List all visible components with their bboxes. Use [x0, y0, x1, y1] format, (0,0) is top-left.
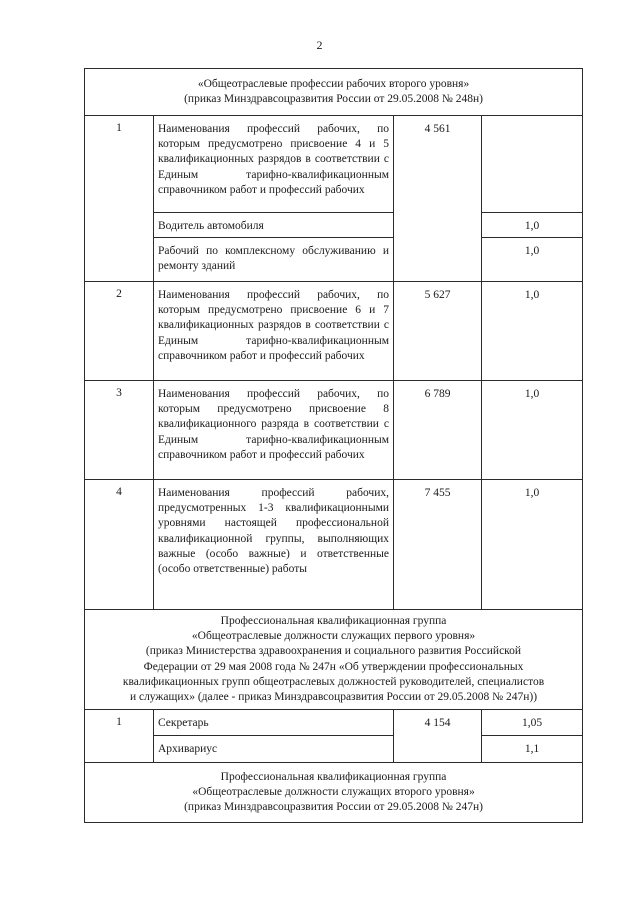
row-coefficient: [482, 116, 583, 213]
row-salary: 7 455: [394, 480, 482, 610]
row-number: 1: [85, 116, 154, 282]
row-salary: 5 627: [394, 282, 482, 381]
section-header-employees-level2: [85, 763, 583, 823]
table-subrow: [85, 238, 583, 282]
section-title-line: (приказ Министерства здравоохранения и социального развития Российской: [145, 645, 522, 658]
profession-coefficient: 1,0: [482, 238, 583, 282]
section-header-employees-level1: [85, 610, 583, 710]
row-salary: 6 789: [394, 381, 482, 480]
section-order: (приказ Минздравсоцразвития России от 29.05.2008 № 248н): [184, 93, 483, 105]
table-row: [85, 480, 583, 610]
position-name: Архивариус: [154, 736, 394, 763]
row-description: Наименования профессий рабочих, по которым предусмотрено присвоение 8 квалификационного разряда в соответствии с Единым тарифно-квалификационным справочником работ и профессий рабочих: [154, 381, 394, 480]
section-title-line: Профессиональная квалификационная группа: [220, 770, 447, 783]
row-number: 2: [85, 282, 154, 381]
table-row: [85, 116, 583, 213]
row-salary: 4 154: [394, 710, 482, 763]
section-title-line: Профессиональная квалификационная группа: [220, 614, 447, 627]
position-coefficient: 1,05: [482, 710, 583, 736]
row-coefficient: 1,0: [482, 381, 583, 480]
section-title-line: квалификационных групп общеотраслевых должностей руководителей, специалистов: [122, 675, 545, 688]
row-number: 1: [85, 710, 154, 763]
row-description: Наименования профессий рабочих, по которым предусмотрено присвоение 6 и 7 квалификационных разрядов в соответствии с Единым тарифно-квалификационным справочником работ и профессий рабочих: [154, 282, 394, 381]
row-description: Наименования профессий рабочих, по которым предусмотрено присвоение 4 и 5 квалификационных разрядов в соответствии с Единым тарифно-квалификационным справочником работ и профессий рабочих: [154, 116, 394, 213]
section-title-line: Федерации от 29 мая 2008 года № 247н «Об утверждении профессиональных: [143, 660, 524, 673]
row-coefficient: 1,0: [482, 480, 583, 610]
profession-coefficient: 1,0: [482, 213, 583, 238]
section-title-line: (приказ Минздравсоцразвития России от 29.05.2008 № 247н): [184, 801, 483, 814]
table-row: [85, 381, 583, 480]
table-row: [85, 710, 583, 736]
section-header-workers-level2: [85, 69, 583, 116]
position-coefficient: 1,1: [482, 736, 583, 763]
section-title-line: «Общеотраслевые должности служащих второго уровня»: [192, 785, 475, 798]
table-subrow: [85, 736, 583, 763]
table-row: [85, 282, 583, 381]
section-title-line: «Общеотраслевые должности служащих первого уровня»: [191, 630, 476, 643]
row-description: Наименования профессий рабочих, предусмотренных 1-3 квалификационными уровнями настоящей профессиональной квалификационной группы, выполняющих важные (особо важные) и ответственные (особо ответственные) работы: [154, 480, 394, 610]
section-title: «Общеотраслевые профессии рабочих второго уровня»: [197, 77, 470, 90]
row-number: 4: [85, 480, 154, 610]
profession-name: Водитель автомобиля: [154, 213, 394, 238]
salary-table: [84, 68, 583, 823]
table-subrow: [85, 213, 583, 238]
row-coefficient: 1,0: [482, 282, 583, 381]
row-salary: 4 561: [394, 116, 482, 282]
position-name: Секретарь: [154, 710, 394, 736]
section-title-line: и служащих» (далее - приказ Минздравсоцразвития России от 29.05.2008 № 247н)): [129, 690, 538, 703]
page-number: 2: [316, 38, 323, 52]
row-number: 3: [85, 381, 154, 480]
profession-name: Рабочий по комплексному обслуживанию и ремонту зданий: [154, 238, 394, 282]
